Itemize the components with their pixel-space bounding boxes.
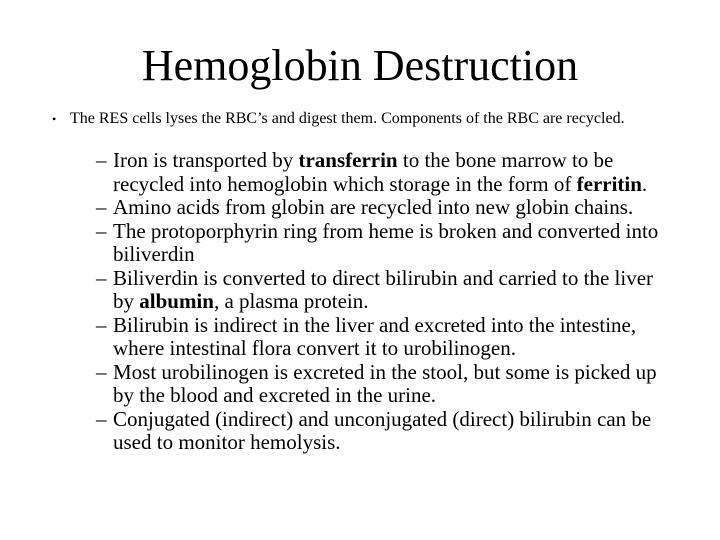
bullet-icon: • (52, 112, 57, 126)
sub-bullet-item (96, 149, 676, 196)
sub-bullet-text: The protoporphyrin ring from heme is broken and converted into biliverdin (113, 218, 659, 266)
slide-title: Hemoglobin Destruction (141, 41, 579, 90)
sub-bullet-item (96, 314, 676, 361)
sub-bullet-text: Amino acids from globin are recycled into new globin chains. (113, 195, 634, 219)
sub-bullet-item (96, 196, 676, 220)
sub-bullet-item (96, 408, 676, 455)
sub-bullet-text: Iron is transported by (113, 148, 299, 172)
sub-bullet-text: to the bone marrow to be recycled into hemoglobin which storage in the form of (113, 148, 614, 196)
sub-bullet-list (96, 149, 676, 455)
dash-icon: – (96, 265, 107, 290)
bold-term: transferrin (298, 148, 398, 172)
sub-bullet-text: . (641, 171, 648, 196)
bold-term: ferritin (576, 171, 642, 196)
bold-term: albumin (139, 289, 214, 313)
main-bullet-text: The RES cells lyses the RBC’s and digest them. Components of the RBC are recycled. (70, 110, 625, 127)
sub-bullet-text: Bilirubin is indirect in the liver and excreted into the intestine, where intestinal flora convert it to urobilinogen. (113, 312, 637, 360)
dash-icon: – (96, 195, 107, 219)
sub-bullet-item (96, 220, 676, 267)
dash-icon: – (96, 312, 107, 337)
main-bullet-item (52, 110, 670, 128)
sub-bullet-text: Most urobilinogen is excreted in the stool, but some is picked up by the blood and excreted in the urine. (113, 359, 657, 407)
dash-icon: – (96, 406, 107, 431)
sub-bullet-text: , a plasma protein. (213, 289, 369, 313)
sub-bullet-item (96, 361, 676, 408)
dash-icon: – (96, 218, 107, 243)
dash-icon: – (96, 359, 107, 384)
sub-bullet-text: Conjugated (indirect) and unconjugated (direct) bilirubin can be used to monitor hemolysis. (113, 406, 652, 454)
sub-bullet-text: Biliverdin is converted to direct bilirubin and carried to the liver by (113, 265, 654, 313)
dash-icon: – (96, 148, 107, 172)
sub-bullet-item (96, 267, 676, 314)
